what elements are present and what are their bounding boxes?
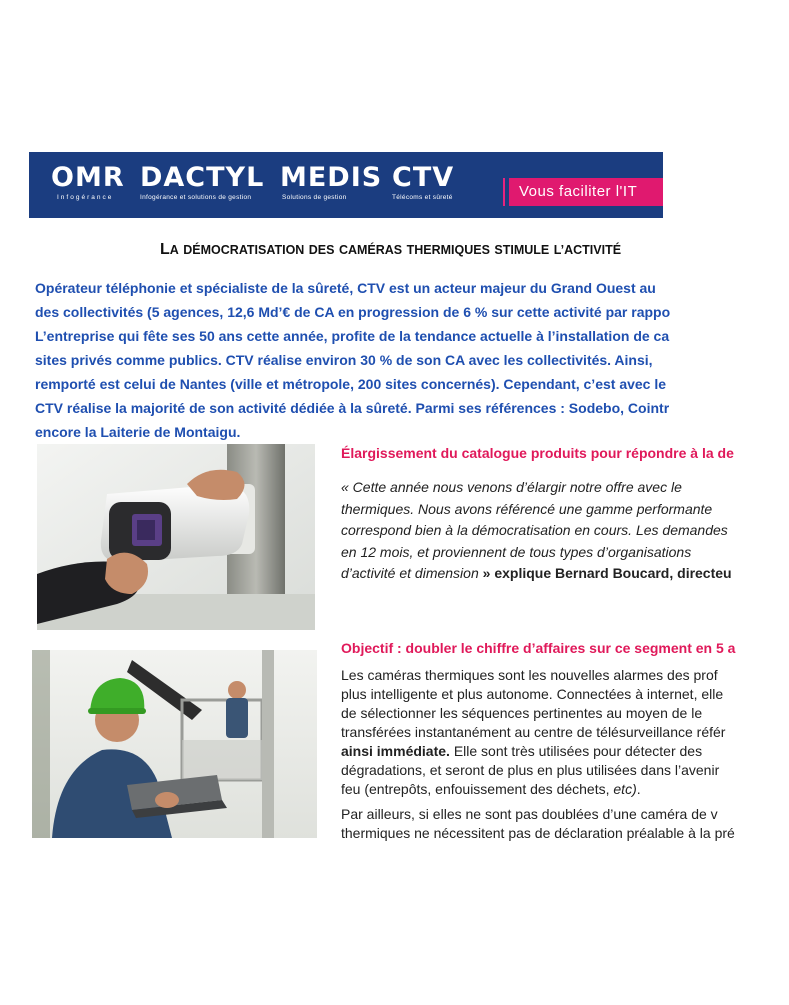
body-line: Les caméras thermiques sont les nouvelles alarmes des prof <box>341 667 718 683</box>
banner-tagline: Vous faciliter l'IT <box>509 178 663 206</box>
body-line: transférées instantanément au centre de télésurveillance référ <box>341 724 726 740</box>
brand-name: MEDIS <box>280 162 383 193</box>
intro-line: sites privés comme publics. CTV réalise environ 30 % de son CA avec les collectivités. Ainsi, <box>35 352 653 368</box>
intro-line: remporté est celui de Nantes (ville et métropole, 200 sites concernés). Cependant, c’est avec le <box>35 376 667 392</box>
body-text: feu (entrepôts, enfouissement des déchets, <box>341 781 614 797</box>
section-body <box>341 666 789 843</box>
body-paragraph-2 <box>341 805 789 843</box>
body-line: plus intelligente et plus autonome. Connectées à internet, elle <box>341 686 724 702</box>
brand-dactyl <box>140 160 264 202</box>
intro-line: Opérateur téléphonie et spécialiste de la sûreté, CTV est un acteur majeur du Grand Ouest au <box>35 280 656 296</box>
article-title-text: LA DÉMOCRATISATION DES CAMÉRAS THERMIQUES STIMULE L’ACTIVITÉ <box>160 241 622 258</box>
section-objectif <box>341 638 789 843</box>
brand-subtitle: Infogérance et solutions de gestion <box>140 194 252 201</box>
body-line: de sélectionner les séquences pertinentes au moyen de le <box>341 705 703 721</box>
intro-paragraph <box>35 276 789 444</box>
brand-subtitle: Infogérance <box>57 194 114 201</box>
section-heading: Élargissement du catalogue produits pour répondre à la de <box>341 445 734 461</box>
quote-line: correspond bien à la démocratisation en cours. Les demandes <box>341 522 728 538</box>
technician-photo <box>32 650 317 838</box>
article-title <box>160 240 621 260</box>
section-heading: Objectif : doubler le chiffre d’affaires sur ce segment en 5 a <box>341 640 736 656</box>
brand-ctv <box>392 160 454 202</box>
quote-line: en 12 mois, et proviennent de tous types d’organisations <box>341 543 692 560</box>
brand-name: CTV <box>392 162 455 193</box>
body-line: Par ailleurs, si elles ne sont pas doublées d’une caméra de v <box>341 806 718 822</box>
body-line: thermiques ne nécessitent pas de déclaration préalable à la pré <box>341 825 735 841</box>
quote-italic-text: d’activité et dimension <box>341 565 479 581</box>
body-line <box>341 780 789 799</box>
body-text: . <box>636 781 641 797</box>
quote-attribution: » explique Bernard Boucard, directeu <box>478 565 732 581</box>
body-bold-text: ainsi immédiate. <box>341 743 450 759</box>
intro-line: CTV réalise la majorité de son activité dédiée à la sûreté. Parmi ses références : Sodebo, Cointr <box>35 400 670 416</box>
brand-subtitle: Télécoms et sûreté <box>392 194 453 201</box>
brand-banner <box>29 152 663 218</box>
brand-medis <box>280 160 382 202</box>
section-catalogue <box>341 443 789 585</box>
brand-name: OMR <box>51 162 125 193</box>
body-line: dégradations, et seront de plus en plus utilisées dans l’avenir <box>341 762 720 778</box>
quote-line <box>341 563 789 585</box>
banner-divider <box>503 178 505 206</box>
quote-line: thermiques. Nous avons référencé une gamme performante <box>341 500 713 517</box>
body-italic-text: etc) <box>613 781 637 797</box>
brand-subtitle: Solutions de gestion <box>282 194 347 201</box>
thermal-camera-photo <box>37 444 315 630</box>
brand-omr <box>51 160 125 202</box>
intro-line: encore la Laiterie de Montaigu. <box>35 424 241 440</box>
intro-line: L’entreprise qui fête ses 50 ans cette année, profite de la tendance actuelle à l’installation de ca <box>35 328 670 344</box>
intro-line: des collectivités (5 agences, 12,6 Md’€ de CA en progression de 6 % sur cette activité par rappo <box>35 304 671 320</box>
brand-name: DACTYL <box>140 162 265 193</box>
body-line <box>341 742 789 761</box>
quote-line: « Cette année nous venons d’élargir notre offre avec le <box>341 479 682 495</box>
body-text: Elle sont très utilisées pour détecter des <box>449 743 703 759</box>
section-quote <box>341 477 789 585</box>
